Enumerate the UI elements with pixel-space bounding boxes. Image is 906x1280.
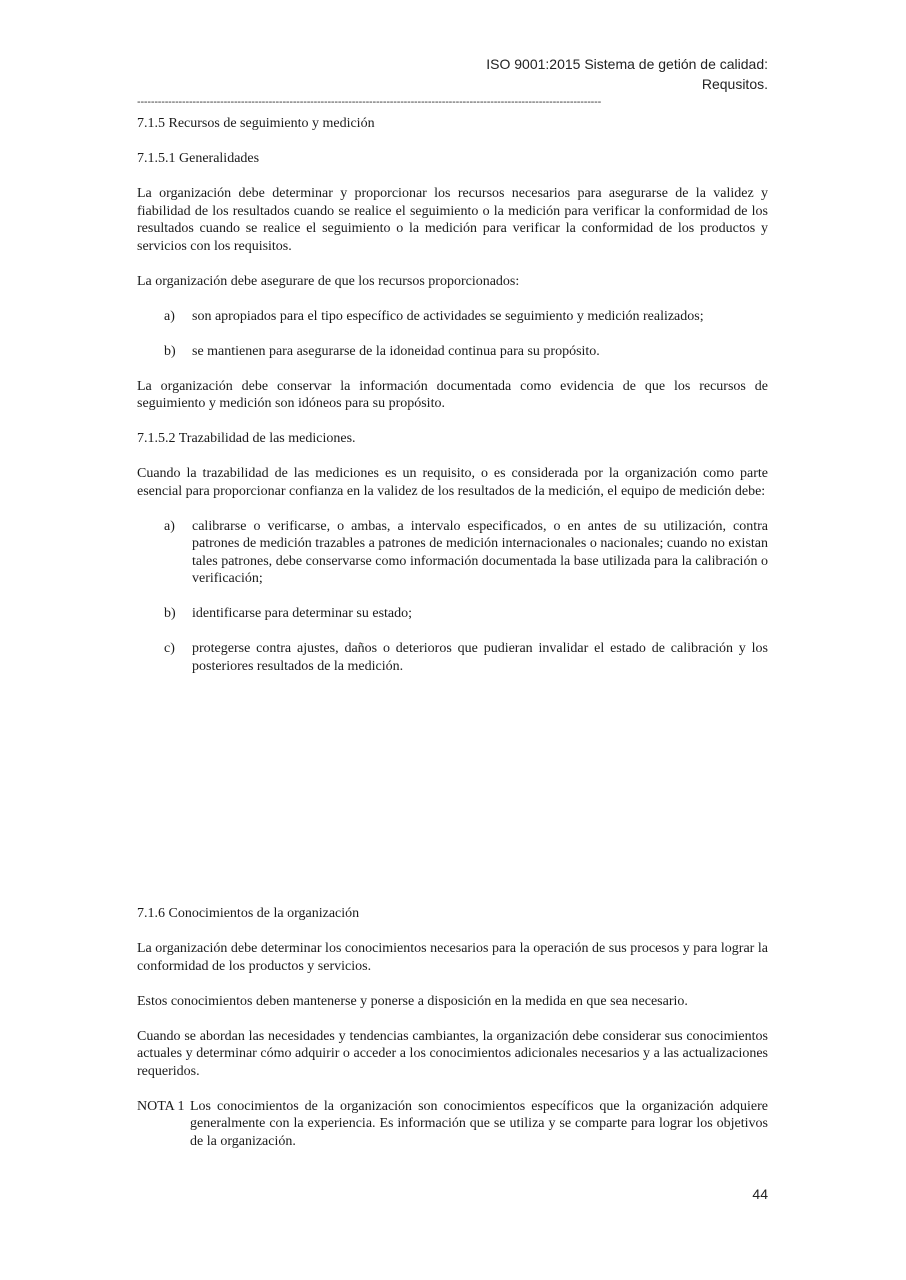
note-text: Los conocimientos de la organización son conocimientos específicos que la organización adquiere generalmente con la experiencia. Es información que se utiliza y se comparte para lograr los objetivos de la organización. — [190, 1098, 768, 1149]
header-title: ISO 9001:2015 Sistema de getión de calidad: — [486, 56, 768, 72]
list-item — [137, 605, 768, 623]
list-item — [137, 343, 768, 361]
section-heading: 7.1.6 Conocimientos de la organización — [137, 906, 360, 921]
paragraph: Cuando la trazabilidad de las mediciones es un requisito, o es considerada por la organización como parte esencial para proporcionar confianza en la validez de los resultados de la medición, el equipo de medición debe: — [137, 466, 768, 499]
list-marker: c) — [164, 641, 175, 656]
paragraph: La organización debe determinar y proporcionar los recursos necesarios para asegurarse de la validez y fiabilidad de los resultados cuando se realice el seguimiento o la medición para verificar la conformidad de los resultados cuando se realice el seguimiento o la medición para verificar la conformidad de los productos y servicios con los requisitos. — [137, 186, 768, 254]
page-header — [137, 54, 768, 94]
section-7-1-5 — [137, 115, 768, 693]
paragraph: La organización debe asegurare de que los recursos proporcionados: — [137, 273, 520, 289]
subsection-heading: 7.1.5.2 Trazabilidad de las mediciones. — [137, 431, 356, 446]
page-number: 44 — [752, 1186, 768, 1202]
section-heading: 7.1.5 Recursos de seguimiento y medición — [137, 116, 375, 131]
header-divider: -------------------------------------------------------------------------------------------------------------------------------------- — [137, 96, 602, 108]
list-item-text: se mantienen para asegurarse de la idoneidad continua para su propósito. — [192, 343, 600, 359]
paragraph: La organización debe determinar los conocimientos necesarios para la operación de sus procesos y para lograr la conformidad de los productos y servicios. — [137, 941, 768, 974]
list-marker: b) — [164, 606, 176, 621]
list-item — [137, 640, 768, 675]
header-subtitle: Requsitos. — [701, 76, 768, 92]
section-7-1-6 — [137, 905, 768, 1150]
list-item-text: protegerse contra ajustes, daños o deterioros que pudieran invalidar el estado de calibración y los posteriores resultados de la medición. — [192, 641, 768, 674]
list-marker: b) — [164, 343, 176, 359]
subsection-heading: 7.1.5.1 Generalidades — [137, 151, 260, 166]
note-label: NOTA 1 — [137, 1098, 185, 1114]
requirements-list — [137, 308, 768, 361]
list-item — [137, 308, 768, 326]
list-item — [137, 518, 768, 588]
paragraph: Cuando se abordan las necesidades y tendencias cambiantes, la organización debe considerar sus conocimientos actuales y determinar cómo adquirir o acceder a los conocimientos adicionales necesarios y a las actualizaciones requeridos. — [137, 1028, 768, 1079]
list-item-text: son apropiados para el tipo específico de actividades se seguimiento y medición realizados; — [192, 308, 704, 324]
note — [137, 1098, 768, 1151]
list-marker: a) — [164, 518, 175, 534]
traceability-list — [137, 518, 768, 676]
list-item-text: identificarse para determinar su estado; — [192, 606, 413, 621]
paragraph: La organización debe conservar la información documentada como evidencia de que los recursos de seguimiento y medición son idóneos para su propósito. — [137, 378, 768, 411]
list-marker: a) — [164, 308, 175, 324]
list-item-text: calibrarse o verificarse, o ambas, a intervalo especificados, o en antes de su utilización, contra patrones de medición trazables a patrones de medición internacionales o nacionales; cuando no existan tales patrones, debe conservarse como información documentada la base utilizada para la calibración o verificación; — [192, 518, 768, 586]
paragraph: Estos conocimientos deben mantenerse y ponerse a disposición en la medida en que sea necesario. — [137, 993, 688, 1009]
